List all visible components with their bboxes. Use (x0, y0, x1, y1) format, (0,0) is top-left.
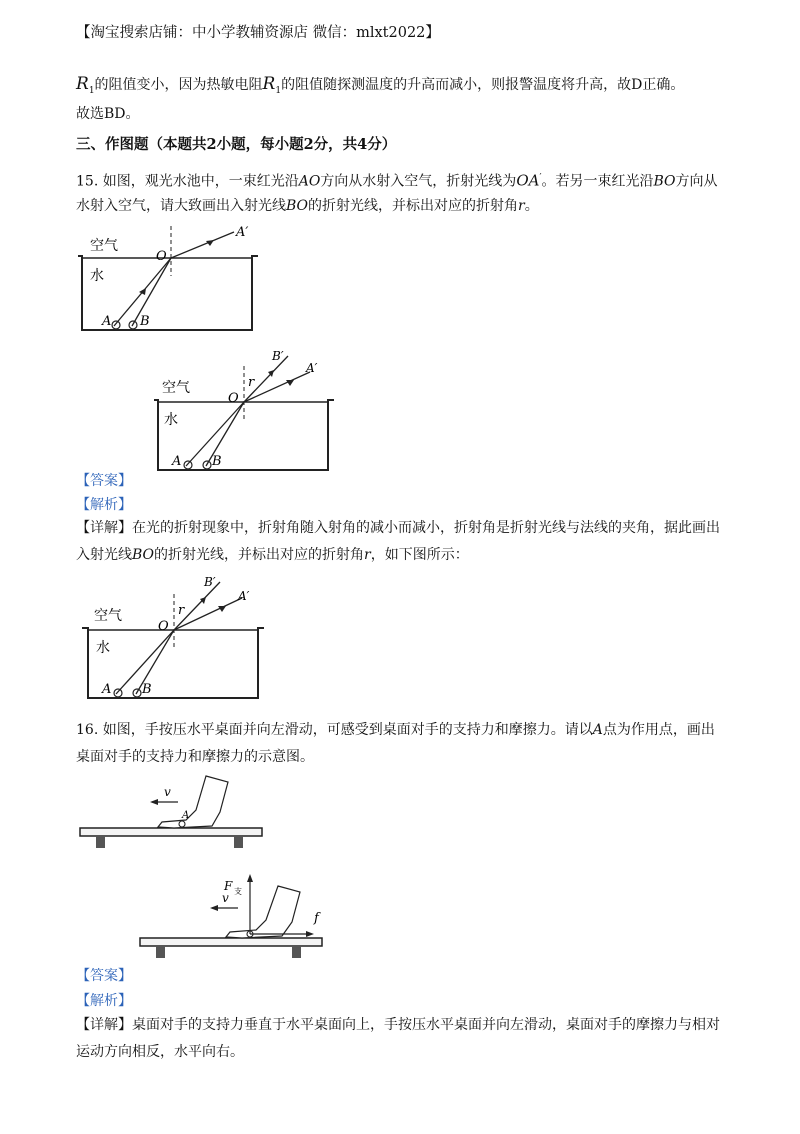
svg-text:A′: A′ (238, 589, 250, 603)
svg-text:F: F (224, 879, 233, 893)
prev-answer-line-2: 故选BD。 (76, 106, 140, 122)
svg-text:r: r (178, 603, 185, 618)
q15-question-figure (76, 222, 276, 338)
svg-text:空气: 空气 (162, 380, 190, 396)
q16-answer-label: 【答案】 (76, 968, 132, 984)
prev-answer-line-1: $R_1$的阻值变小，因为热敏电阻$R_1$的阻值随探测温度的升高而减小，则报警温度将升高，故D正确。 (76, 74, 685, 96)
velocity-label: v (164, 785, 171, 799)
q16-detail-line-2: 运动方向相反，水平向右。 (76, 1044, 244, 1060)
q15-answer-figure (154, 348, 344, 478)
point-a-label: A (102, 314, 112, 329)
q15-text-line-1: 15. 如图，观光水池中，一束红光沿AO方向从水射入空气，折射光线为OA′。若另一束红光沿BO方向从 (76, 171, 718, 190)
svg-text:水: 水 (164, 412, 178, 428)
q16-detail-line-1: 【详解】桌面对手的支持力垂直于水平桌面向上，手按压水平桌面并向左滑动，桌面对手的摩擦力与相对 (76, 1017, 720, 1033)
q15-answer-label: 【答案】 (76, 473, 132, 489)
point-a-label: A (182, 810, 190, 821)
q15-analysis-label: 【解析】 (76, 497, 132, 513)
svg-text:支: 支 (234, 887, 242, 896)
q15-detail-line-1: 【详解】在光的折射现象中，折射角随入射角的减小而减小，折射角是折射光线与法线的夹角，据此画出 (76, 520, 720, 536)
svg-text:O: O (158, 619, 169, 634)
svg-text:v: v (222, 891, 229, 905)
point-b-label: B (140, 314, 150, 329)
r1-symbol: R (76, 74, 89, 94)
svg-text:A: A (102, 682, 112, 697)
svg-text:f: f (314, 911, 319, 926)
svg-text:B: B (212, 454, 222, 469)
q16-question-figure (78, 772, 268, 864)
q16-analysis-label: 【解析】 (76, 993, 132, 1009)
svg-text:B: B (142, 682, 152, 697)
q16-text-line-1: 16. 如图，手按压水平桌面并向左滑动，可感受到桌面对手的支持力和摩擦力。请以A点为作用点，画出 (76, 722, 715, 738)
svg-text:B′: B′ (272, 349, 284, 363)
q15-detail-figure (82, 572, 282, 706)
page-header: 【淘宝搜索店铺：中小学教辅资源店 微信：mlxt2022】 (76, 25, 440, 41)
air-label: 空气 (90, 238, 118, 254)
svg-text:B′: B′ (204, 575, 216, 589)
point-a-prime-label: A′ (236, 225, 249, 240)
section-title: 三、作图题（本题共2小题，每小题2分，共4分） (76, 136, 397, 153)
svg-text:r: r (248, 375, 255, 390)
q15-text-line-2: 水射入空气，请大致画出入射光线BO的折射光线，并标出对应的折射角r。 (76, 198, 539, 214)
r1-symbol-2: R (262, 74, 276, 94)
point-o-label: O (156, 249, 167, 264)
q15-detail-line-2: 入射光线BO的折射光线，并标出对应的折射角r，如下图所示： (76, 547, 469, 563)
q16-text-line-2: 桌面对手的支持力和摩擦力的示意图。 (76, 749, 314, 765)
svg-text:水: 水 (96, 640, 110, 656)
svg-text:A′: A′ (306, 361, 318, 375)
svg-text:O: O (228, 391, 239, 406)
water-label: 水 (90, 268, 104, 284)
q16-answer-figure (138, 872, 338, 970)
svg-text:空气: 空气 (94, 608, 122, 624)
svg-text:A: A (172, 454, 182, 469)
